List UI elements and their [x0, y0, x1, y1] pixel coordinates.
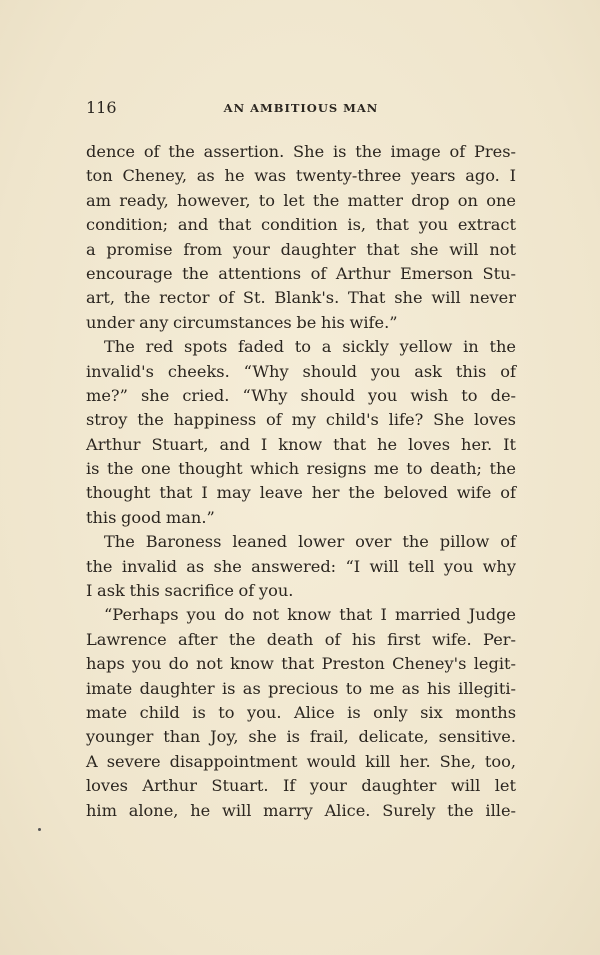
- text-line: I ask this sacrifice of you.: [86, 581, 294, 601]
- running-title: AN AMBITIOUS MAN: [223, 101, 379, 115]
- text-line: The red spots faded to a sickly yellow in the: [104, 337, 516, 357]
- text-line: younger than Joy, she is frail, delicate, sensitive.: [86, 727, 516, 747]
- text-line: invalid's cheeks. “Why should you ask this of: [86, 361, 516, 381]
- text-line: condition; and that condition is, that you extract: [86, 215, 516, 235]
- text-line: dence of the assertion. She is the image of Pres-: [86, 142, 516, 161]
- text-line: Arthur Stuart, and I know that he loves her. It: [86, 434, 516, 454]
- text-line: thought that I may leave her the beloved wife of: [86, 483, 516, 503]
- text-line: mate child is to you. Alice is only six months: [86, 702, 516, 722]
- text-line: loves Arthur Stuart. If your daughter will let: [86, 776, 516, 796]
- text-line: Lawrence after the death of his first wife. Per-: [86, 629, 516, 649]
- text-line: is the one thought which resigns me to death; the: [86, 459, 516, 479]
- scan-speck: [38, 828, 41, 831]
- page-number: 116: [86, 98, 117, 117]
- page-body-text: [86, 140, 516, 823]
- text-line: him alone, he will marry Alice. Surely the ille-: [86, 800, 516, 820]
- text-line: the invalid as she answered: “I will tell you why: [86, 556, 516, 576]
- text-line: this good man.”: [86, 507, 215, 527]
- text-line: imate daughter is as precious to me as his illegiti-: [86, 678, 516, 698]
- text-line: me?” she cried. “Why should you wish to de-: [86, 385, 516, 405]
- text-line: The Baroness leaned lower over the pillow of: [104, 532, 516, 552]
- text-line: am ready, however, to let the matter drop on one: [86, 190, 516, 210]
- text-line: haps you do not know that Preston Cheney's legit-: [86, 654, 516, 674]
- text-line: “Perhaps you do not know that I married Judge: [104, 605, 516, 625]
- text-line: stroy the happiness of my child's life? She loves: [86, 410, 516, 430]
- text-line: a promise from your daughter that she will not: [86, 239, 516, 259]
- text-line: ton Cheney, as he was twenty-three years ago. I: [86, 166, 516, 186]
- text-line: under any circumstances be his wife.”: [86, 312, 398, 332]
- text-line: art, the rector of St. Blank's. That she will never: [86, 288, 516, 308]
- text-line: A severe disappointment would kill her. She, too,: [86, 751, 516, 771]
- page-header: [86, 98, 516, 118]
- text-line: encourage the attentions of Arthur Emerson Stu-: [86, 263, 516, 283]
